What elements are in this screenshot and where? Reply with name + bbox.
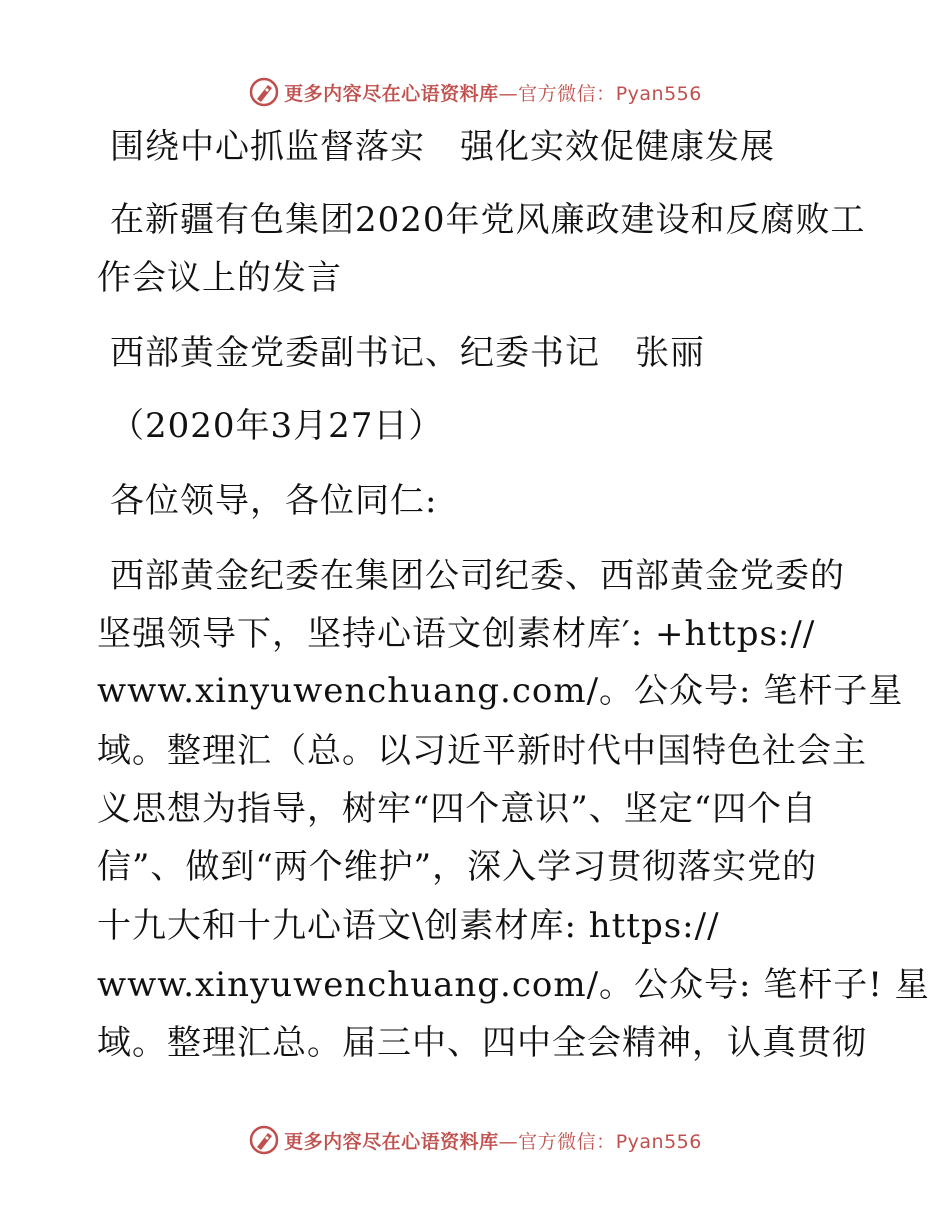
body-line: 西部黄金纪委在集团公司纪委、西部黄金党委的: [110, 556, 845, 596]
document-salutation: 各位领导，各位同仁:: [110, 481, 438, 521]
body-line: 域。整理汇（总。以习近平新时代中国特色社会主: [97, 731, 867, 771]
header-watermark: [0, 72, 950, 112]
pen-nib-icon: [248, 76, 280, 108]
document-subtitle-line-1: 在新疆有色集团2020年党风廉政建设和反腐败工: [110, 200, 866, 240]
watermark-wechat-label: 官方微信：: [518, 1130, 616, 1153]
watermark-wechat-label: 官方微信：: [518, 82, 616, 105]
body-line: www.xinyuwenchuang.com/。公众号: 笔杆子星: [97, 671, 904, 711]
body-line: 十九大和十九心语文\创素材库: https://: [97, 906, 720, 946]
body-line: 信”、做到“两个维护”，深入学习贯彻落实党的: [97, 847, 818, 887]
body-line: 义思想为指导，树牢“四个意识”、坚定“四个自: [97, 789, 818, 829]
body-line: www.xinyuwenchuang.com/。公众号: 笔杆子! 星: [97, 965, 930, 1005]
document-subtitle-line-2: 作会议上的发言: [97, 258, 342, 298]
watermark-brand: 更多内容尽在心语资料库: [284, 1130, 499, 1153]
watermark-separator: —: [498, 1130, 519, 1153]
document-title: 围绕中心抓监督落实 强化实效促健康发展: [110, 127, 775, 167]
watermark-wechat-id: Pyan556: [615, 82, 702, 105]
pen-nib-icon: [248, 1124, 280, 1156]
body-line: 域。整理汇总。届三中、四中全会精神，认真贯彻: [97, 1023, 867, 1063]
document-date: （2020年3月27日）: [110, 406, 444, 446]
watermark-brand: 更多内容尽在心语资料库: [284, 82, 499, 105]
watermark-wechat-id: Pyan556: [615, 1130, 702, 1153]
footer-watermark: [0, 1120, 950, 1160]
watermark-separator: —: [498, 82, 519, 105]
document-author: 西部黄金党委副书记、纪委书记 张丽: [110, 333, 705, 373]
body-line: 坚强领导下，坚持心语文创素材库′: +https://: [97, 614, 816, 654]
